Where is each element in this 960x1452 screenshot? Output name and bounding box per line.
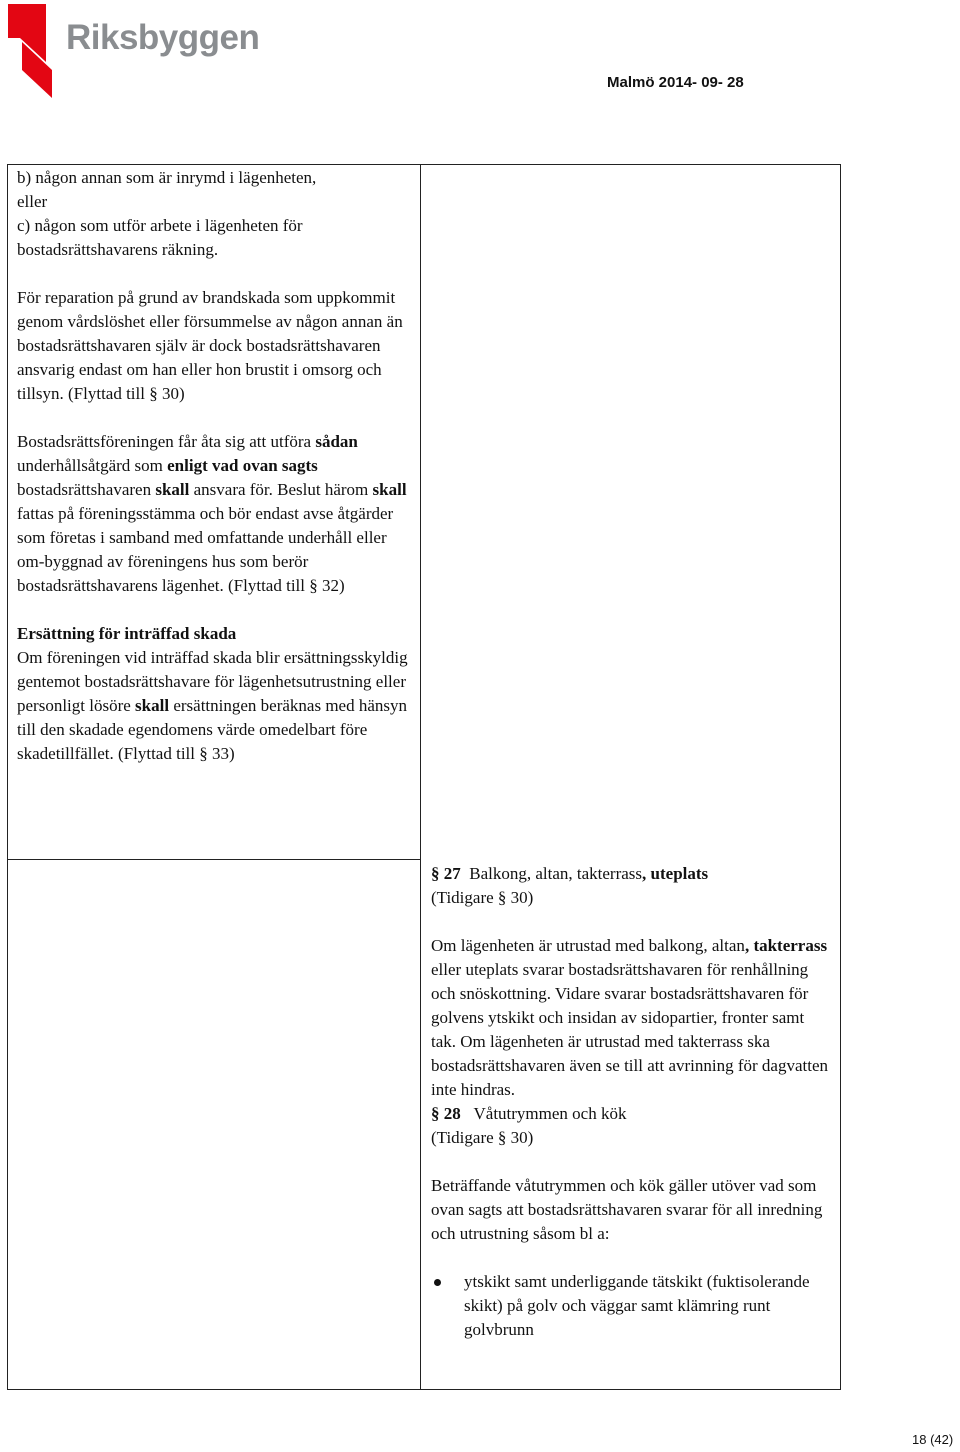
section-27-heading: § 27 Balkong, altan, takterrass, uteplats (431, 864, 709, 883)
row-divider (7, 859, 421, 860)
bullet-icon (434, 1279, 441, 1286)
left-column (17, 166, 415, 766)
page-number: 18 (42) (912, 1432, 954, 1447)
paragraph-brandskada: För reparation på grund av brandskada som uppkommit genom vårdslöshet eller försummelse av någon annan än bostadsrättshavaren själv är dock bostadsrättshavaren ansvarig endast om han eller hon brustit i omsorg och tillsyn. (Flyttad till § 30) (17, 288, 403, 403)
logo-wordmark: Riksbyggen (66, 18, 260, 57)
paragraph-ersattning: Om föreningen vid inträffad skada blir ersättningsskyldig gentemot bostadsrättshavare för lägenhetsutrustning eller personligt lösöre skall ersättningen beräknas med hänsyn till den skadade egendomens värde omedelbart före skadetillfället. (Flyttad till § 33) (17, 648, 408, 763)
heading-ersattning: Ersättning för inträffad skada (17, 624, 237, 643)
section-27-text: Om lägenheten är utrustad med balkong, altan, takterrass eller uteplats svarar bostadsrättshavaren för renhållning och snöskottning. Vidare svarar bostadsrättshavaren för golvens ytskikt och insidan av sidopartier, fronter samt tak. Om lägenheten är utrustad med takterrass ska bostadsrättshavaren även se till att avrinning för dagvatten inte hindras. (431, 936, 829, 1099)
section-27-previous: (Tidigare § 30) (431, 888, 534, 907)
section-28-previous: (Tidigare § 30) (431, 1128, 534, 1147)
document-date: Malmö 2014- 09- 28 (607, 74, 744, 91)
section-28-heading: § 28 Våtutrymmen och kök (431, 1104, 627, 1123)
column-divider (420, 164, 421, 1390)
logo-mark-icon (6, 4, 66, 100)
section-number: § 28 (431, 1104, 461, 1123)
intro-line: b) någon annan som är inrymd i lägenheten, (17, 168, 317, 187)
intro-line: eller (17, 192, 48, 211)
right-column (431, 862, 831, 1342)
intro-line: bostadsrättshavarens räkning. (17, 240, 219, 259)
list-item: ytskikt samt underliggande tätskikt (fuktisolerande skikt) på golv och väggar samt klämring runt golvbrunn (431, 1270, 831, 1342)
riksbyggen-logo (6, 4, 286, 100)
intro-line: c) någon som utför arbete i lägenheten för (17, 216, 303, 235)
paragraph-underhall: Bostadsrättsföreningen får åta sig att utföra sådan underhållsåtgärd som enligt vad ovan sagts bostadsrättshavaren skall ansvara för. Beslut härom skall fattas på föreningsstämma och bör endast avse åtgärder som företas i samband med omfattande underhåll eller om-byggnad av föreningens hus som berör bostadsrättshavarens lägenhet. (Flyttad till § 32) (17, 432, 407, 595)
section-28-text: Beträffande våtutrymmen och kök gäller utöver vad som ovan sagts att bostadsrättshavaren svarar för all inredning och utrustning såsom bl a: (431, 1176, 823, 1243)
section-number: § 27 (431, 864, 461, 883)
